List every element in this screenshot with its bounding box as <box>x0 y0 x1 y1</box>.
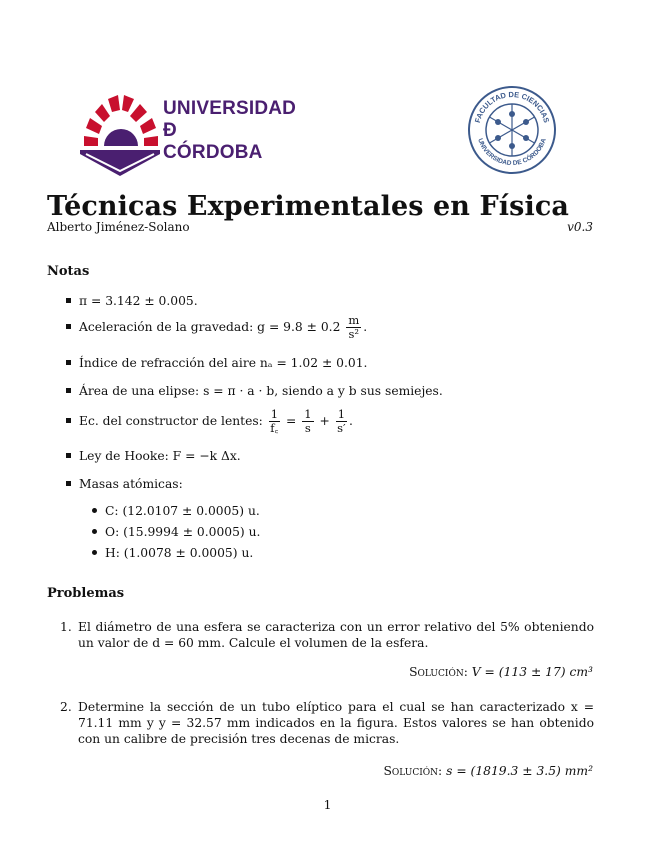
note-refraction <box>66 355 367 371</box>
fraction-denominator: s′ <box>337 421 346 435</box>
note-text: Masas atómicas: <box>79 477 183 491</box>
fraction-denominator: s <box>304 421 311 435</box>
page-number: 1 <box>323 798 332 812</box>
fraction-denominator: s² <box>348 327 360 341</box>
equals-sign: = <box>285 414 297 428</box>
problem-text: El diámetro de una esfera se caracteriza con un error relativo del 5% obteniendo un valor de d = 60 mm. Calcule el volumen de la esfera. <box>78 620 594 650</box>
seal-top-text: FACULTAD DE CIENCIAS <box>472 89 552 124</box>
solution-value: s = (1819.3 ± 3.5) mm² <box>446 764 593 778</box>
problem-text: Determine la sección de un tubo elíptico para el cual se han caracterizado x = 71.11 mm y y = 32.57 mm indicados en la figura. Estos valores se han obtenido con un calibre de precisión tres decenas de micras. <box>78 700 594 746</box>
solution-label: Solución: <box>383 764 443 778</box>
fraction-numerator: 1 <box>337 407 346 421</box>
bullet-dot-icon <box>92 529 97 534</box>
version-label: v0.3 <box>567 220 593 234</box>
lens-fraction-s <box>302 408 313 435</box>
university-name-line-1: UNIVERSIDAD <box>163 98 297 119</box>
mass-text: O: (15.9994 ± 0.0005) u. <box>105 525 261 539</box>
fraction-numerator: 1 <box>270 407 279 421</box>
mass-text: H: (1.0078 ± 0.0005) u. <box>105 546 254 560</box>
fraction-numerator: m <box>348 313 360 327</box>
notes-heading: Notas <box>47 264 90 279</box>
mass-item-hydrogen <box>92 545 253 561</box>
bullet-square-icon <box>66 298 71 303</box>
bullet-dot-icon <box>92 550 97 555</box>
bullet-dot-icon <box>92 508 97 513</box>
gravity-units-fraction <box>346 314 361 341</box>
lens-fraction-s-prime <box>336 408 347 435</box>
problem-1-solution <box>409 665 593 679</box>
bullet-square-icon <box>66 418 71 423</box>
note-lens <box>66 408 353 435</box>
bullet-square-icon <box>66 388 71 393</box>
author-name: Alberto Jiménez-Solano <box>47 220 190 234</box>
bullet-square-icon <box>66 324 71 329</box>
lens-fraction-f <box>269 408 280 435</box>
solution-value: V = (113 ± 17) cm³ <box>471 665 593 679</box>
note-text: Área de una elipse: s = π · a · b, siendo a y b sus semiejes. <box>79 384 443 398</box>
university-name-line-2: Ð <box>163 120 177 141</box>
note-text: π = 3.142 ± 0.005. <box>79 294 198 308</box>
university-name-line-3: CÓRDOBA <box>163 142 263 163</box>
problem-1 <box>60 619 594 651</box>
note-punctuation: . <box>363 320 368 334</box>
problem-2 <box>60 699 594 747</box>
note-text: Índice de refracción del aire nₐ = 1.02 ± 0.01. <box>79 356 368 370</box>
mass-item-oxygen <box>92 524 260 540</box>
note-text: Aceleración de la gravedad: g = 9.8 ± 0.2 <box>79 320 341 334</box>
bullet-square-icon <box>66 453 71 458</box>
problems-heading: Problemas <box>47 586 125 601</box>
solution-label: Solución: <box>409 665 468 679</box>
note-masses <box>66 476 183 492</box>
problem-number: 1. <box>60 620 72 634</box>
problem-2-solution <box>383 764 593 778</box>
note-ellipse <box>66 383 443 399</box>
faculty-seal-icon <box>467 85 557 175</box>
faculty-seal <box>467 85 557 175</box>
bullet-square-icon <box>66 481 71 486</box>
plus-sign: + <box>319 414 330 428</box>
note-text: Ley de Hooke: F = −k Δx. <box>79 449 241 463</box>
note-hooke <box>66 448 241 464</box>
fraction-denominator: f꜀ <box>270 421 279 435</box>
university-name <box>163 98 296 164</box>
note-punctuation: . <box>349 414 353 428</box>
bullet-square-icon <box>66 360 71 365</box>
fraction-numerator: 1 <box>304 407 312 421</box>
note-gravity <box>66 314 367 341</box>
note-pi <box>66 293 198 309</box>
mass-item-carbon <box>92 503 260 519</box>
seal-bottom-text: UNIVERSIDAD DE CÓRDOBA <box>476 137 548 168</box>
problem-number: 2. <box>60 700 72 714</box>
note-text: Ec. del constructor de lentes: <box>79 414 263 428</box>
mass-text: C: (12.0107 ± 0.0005) u. <box>105 504 260 518</box>
university-emblem-icon <box>80 84 160 176</box>
document-title: Técnicas Experimentales en Física <box>47 191 569 222</box>
